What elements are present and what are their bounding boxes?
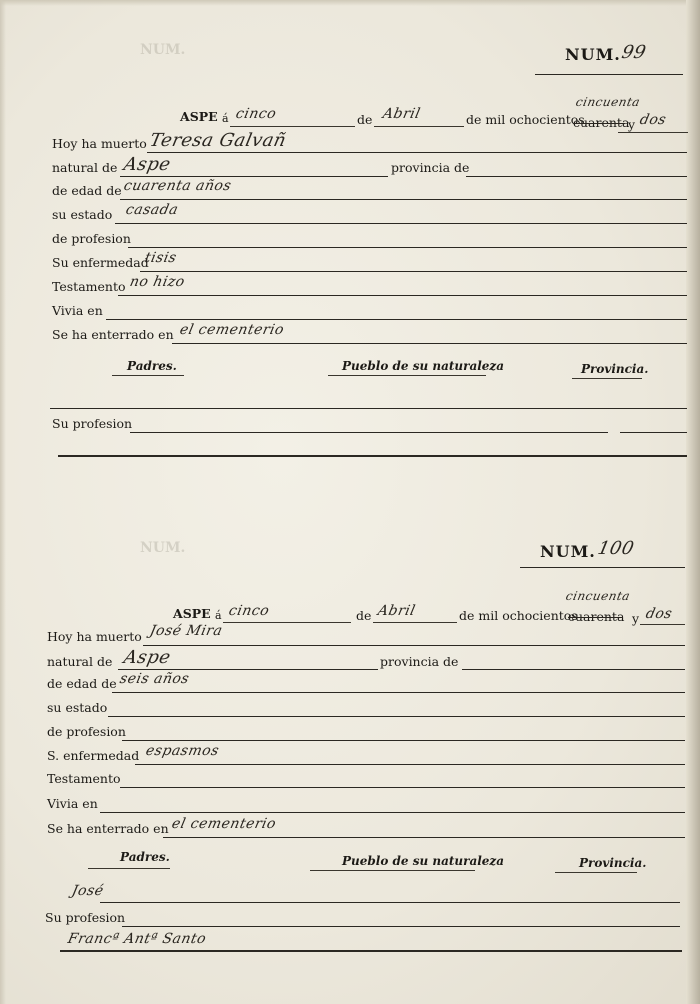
deceased-name: José Mira — [148, 623, 225, 639]
testamento-line — [120, 787, 685, 788]
provincia-line — [462, 669, 685, 670]
madre-value: Francª Antª Santo — [66, 931, 208, 947]
estado-value: casada — [124, 202, 180, 218]
number-underline — [520, 567, 685, 568]
enterrado-label: Se ha enterrado en — [47, 821, 169, 836]
deceased-line — [147, 152, 687, 153]
profesion-line — [122, 740, 685, 741]
vivia-label: Vivia en — [47, 796, 98, 811]
y-label: y — [628, 117, 636, 132]
year-label: de mil ochocientos — [459, 608, 578, 623]
testamento-value: no hizo — [128, 274, 187, 290]
provincia-label: provincia de — [380, 654, 459, 669]
bleed-through-mark: NUM. — [140, 540, 186, 556]
deceased-label: Hoy ha muerto — [52, 136, 147, 151]
su-profesion-line — [130, 432, 608, 433]
page-right-edge — [686, 0, 700, 1004]
provincia-heading-rule — [555, 872, 637, 873]
month-blank — [373, 622, 457, 623]
deceased-name: Teresa Galvañ — [147, 130, 289, 151]
binding-shadow — [0, 0, 6, 1004]
provincia-line — [466, 176, 687, 177]
padre-line — [100, 902, 680, 903]
year-label: de mil ochocientos — [466, 112, 585, 127]
natural-line — [120, 176, 388, 177]
town-label: ASPE — [173, 606, 211, 621]
vivia-label: Vivia en — [52, 303, 103, 318]
enterrado-line — [163, 837, 685, 838]
enterrado-value: el cementerio — [178, 322, 286, 338]
entry-end-rule — [60, 950, 682, 952]
padres-heading-rule — [112, 375, 184, 376]
age-value: cuarenta años — [122, 178, 233, 194]
provincia-heading: Provincia. — [579, 856, 647, 870]
deceased-line — [143, 645, 685, 646]
cuarenta-printed: cuarenta — [573, 115, 630, 130]
natural-line — [118, 669, 378, 670]
su-profesion-line — [122, 926, 680, 927]
year-blank — [640, 624, 685, 625]
padre-value: José — [70, 883, 106, 899]
su-profesion-label: Su profesion — [52, 416, 133, 431]
entry-number-label: NUM. — [565, 45, 621, 64]
age-label: de edad de — [52, 183, 122, 198]
testamento-line — [118, 295, 687, 296]
cuarenta-strike — [568, 617, 623, 618]
enterrado-value: el cementerio — [170, 816, 278, 832]
month-value: Abril — [376, 603, 417, 619]
cuarenta-strike — [573, 123, 625, 124]
natural-label: natural de — [47, 654, 113, 669]
estado-line — [115, 223, 687, 224]
natural-value: Aspe — [121, 154, 173, 175]
estado-line — [108, 716, 685, 717]
month-blank — [374, 126, 464, 127]
a-preposition: á — [215, 609, 222, 622]
vivia-line — [100, 812, 685, 813]
page-top-edge — [0, 0, 700, 6]
decade-handwritten: cincuenta — [574, 95, 642, 109]
pueblo-heading: Pueblo de su naturaleza — [342, 359, 505, 373]
pueblo-heading-rule — [328, 375, 486, 376]
enfermedad-label: Su enfermedad — [52, 255, 149, 270]
enfermedad-value: espasmos — [144, 743, 221, 759]
testamento-label: Testamento — [52, 279, 126, 294]
profesion-line — [128, 247, 687, 248]
month-value: Abril — [381, 106, 422, 122]
estado-label: su estado — [47, 700, 108, 715]
de-label: de — [356, 608, 372, 623]
vivia-line — [106, 319, 687, 320]
entry-number-value: 99 — [619, 42, 649, 63]
padres-heading: Padres. — [127, 359, 177, 373]
enfermedad-value: tisis — [143, 250, 179, 266]
enfermedad-line — [140, 271, 687, 272]
profesion-label: de profesion — [47, 724, 126, 739]
enterrado-label: Se ha enterrado en — [52, 327, 174, 342]
enfermedad-line — [135, 764, 685, 765]
natural-value: Aspe — [121, 647, 173, 668]
provincia-heading: Provincia. — [581, 362, 649, 376]
age-label: de edad de — [47, 676, 117, 691]
padre-line — [50, 408, 687, 409]
enterrado-line — [172, 343, 687, 344]
natural-label: natural de — [52, 160, 118, 175]
year-blank — [618, 132, 688, 133]
town-label: ASPE — [180, 109, 218, 124]
age-value: seis años — [118, 671, 191, 687]
pueblo-heading: Pueblo de su naturaleza — [342, 854, 505, 868]
testamento-label: Testamento — [47, 771, 121, 786]
provincia-label: provincia de — [391, 160, 470, 175]
provincia-heading-rule — [572, 378, 642, 379]
padres-heading-rule — [88, 868, 170, 869]
day-value: cinco — [227, 603, 271, 619]
day-blank — [230, 126, 355, 127]
su-profesion-label: Su profesion — [45, 910, 126, 925]
cuarenta-printed: cuarenta — [568, 609, 625, 624]
year-unit-value: dos — [644, 606, 674, 622]
number-underline — [535, 74, 683, 75]
y-label: y — [632, 611, 640, 626]
enfermedad-label: S. enfermedad — [47, 748, 140, 763]
estado-label: su estado — [52, 207, 113, 222]
entry-number-label: NUM. — [540, 542, 596, 561]
profesion-label: de profesion — [52, 231, 131, 246]
de-label: de — [357, 112, 373, 127]
a-preposition: á — [222, 112, 229, 125]
bleed-through-mark: NUM. — [140, 42, 186, 58]
age-line — [120, 199, 687, 200]
entry-end-rule — [58, 455, 687, 457]
su-profesion-line-end — [620, 432, 687, 433]
year-unit-value: dos — [638, 112, 668, 128]
deceased-label: Hoy ha muerto — [47, 629, 142, 644]
decade-handwritten: cincuenta — [564, 589, 632, 603]
entry-number-value: 100 — [595, 538, 637, 559]
pueblo-heading-rule — [310, 870, 475, 871]
age-line — [112, 692, 685, 693]
day-blank — [223, 622, 351, 623]
day-value: cinco — [234, 106, 278, 122]
padres-heading: Padres. — [120, 850, 170, 864]
